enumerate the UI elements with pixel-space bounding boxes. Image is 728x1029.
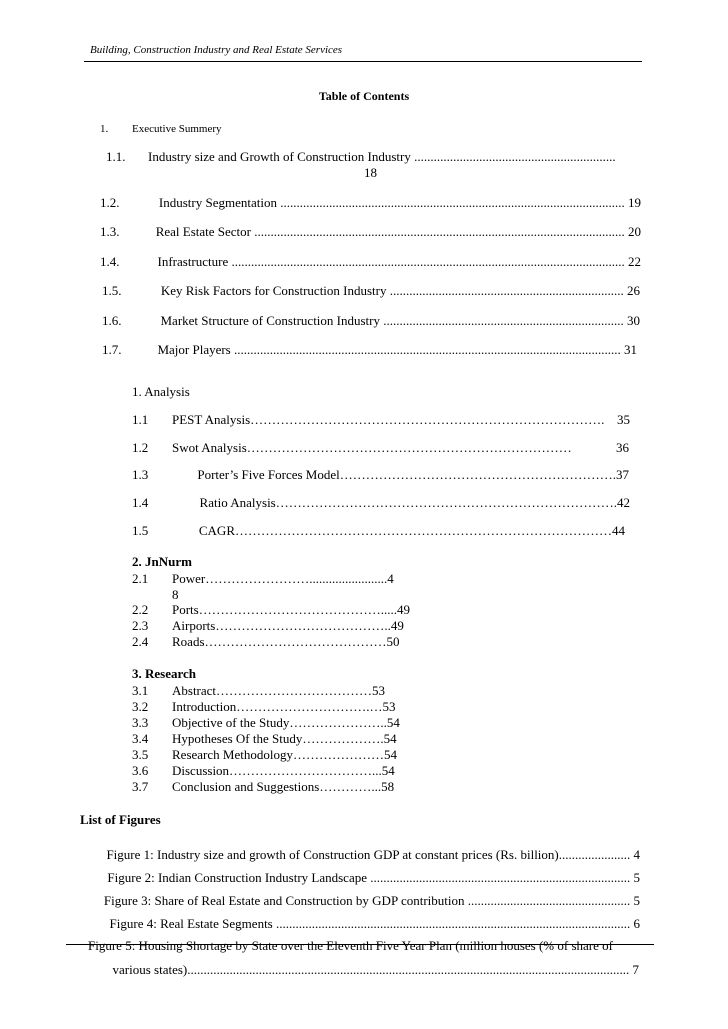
research-link[interactable]: Abstract………………………………53 (172, 683, 386, 698)
research-num: 3.5 (132, 747, 149, 762)
toc-link[interactable]: Real Estate Sector .................................................................................................................. 20 (155, 224, 641, 239)
research-num: 3.2 (132, 699, 149, 714)
toc-num: 1.7. (102, 342, 122, 357)
figure-link[interactable]: Figure 1: Industry size and growth of Construction GDP at constant prices (Rs. billion)...................... 4 (106, 847, 640, 862)
running-header: Building, Construction Industry and Real Estate Services (90, 44, 343, 56)
analysis-num: 1.1 (132, 412, 149, 427)
jnnurm-link[interactable]: Power……………………........................4 (172, 571, 394, 586)
toc-link[interactable]: Market Structure of Construction Industry .......................................................................... 30 (160, 313, 640, 328)
toc-link[interactable]: Infrastructure ......................................................................................................................... 22 (157, 254, 641, 269)
analysis-num: 1.5 (132, 523, 149, 538)
research-link[interactable]: Introduction………………………….…53 (172, 699, 396, 714)
toc-num: 1.1. (106, 149, 126, 164)
research-heading: 3. Research (132, 666, 197, 681)
toc-link[interactable]: Major Players ....................................................................................................................... 31 (157, 342, 637, 357)
figure-link[interactable]: Figure 5: Housing Shortage by State over the Eleventh Five Year Plan (million houses (% of share of (88, 938, 613, 953)
toc-page: 18 (364, 165, 377, 180)
research-link[interactable]: Discussion……………………………...54 (172, 763, 395, 778)
jnnurm-num: 2.1 (132, 571, 149, 586)
header-rule (84, 61, 642, 62)
analysis-link[interactable]: PEST Analysis………………………………………………………………………. (172, 412, 605, 427)
toc-link[interactable]: Industry size and Growth of Construction Industry .............................................................. (148, 149, 616, 164)
toc-num: 1.3. (100, 224, 120, 239)
figure-link[interactable]: Figure 2: Indian Construction Industry Landscape ................................................................................ 5 (107, 870, 640, 885)
analysis-num: 1.2 (132, 440, 149, 455)
strike-rule (66, 944, 654, 945)
analysis-link[interactable]: Ratio Analysis…………………………………………………………………….42 (199, 495, 630, 510)
research-link[interactable]: Research Methodology…………………54 (172, 747, 397, 762)
analysis-link[interactable]: CAGR……………………………………………………………………………44 (198, 523, 625, 538)
section-number: 1. (100, 123, 109, 135)
analysis-page: 36 (616, 440, 629, 455)
research-link[interactable]: Hypotheses Of the Study……………….54 (172, 731, 397, 746)
jnnurm-link[interactable]: Airports…………………………………..49 (172, 618, 404, 633)
jnnurm-link[interactable]: Roads……………………………………50 (172, 634, 400, 649)
analysis-heading: 1. Analysis (132, 384, 190, 399)
toc-link[interactable]: Key Risk Factors for Construction Industry ........................................................................ 26 (160, 283, 640, 298)
jnnurm-heading: 2. JnNurm (132, 554, 192, 569)
toc-num: 1.5. (102, 283, 122, 298)
figure-link[interactable]: Figure 4: Real Estate Segments ............................................................................................................. 6 (109, 916, 640, 931)
toc-num: 1.4. (100, 254, 120, 269)
research-link[interactable]: Objective of the Study…………………..54 (172, 715, 400, 730)
research-num: 3.4 (132, 731, 149, 746)
jnnurm-num: 2.3 (132, 618, 149, 633)
jnnurm-num: 2.4 (132, 634, 149, 649)
page-title: Table of Contents (318, 89, 410, 103)
analysis-num: 1.3 (132, 467, 149, 482)
jnnurm-link[interactable]: Ports…………………………………….....49 (172, 602, 410, 617)
toc-num: 1.6. (102, 313, 122, 328)
analysis-page: 35 (617, 412, 630, 427)
figures-heading: List of Figures (80, 812, 161, 827)
research-num: 3.7 (132, 779, 149, 794)
research-link[interactable]: Conclusion and Suggestions…………...58 (172, 779, 395, 794)
toc-num: 1.2. (100, 195, 120, 210)
figure-link[interactable]: Figure 3: Share of Real Estate and Construction by GDP contribution .................................................. 5 (103, 893, 640, 908)
analysis-link[interactable]: Porter’s Five Forces Model……………………………………………………….37 (197, 467, 629, 482)
research-num: 3.1 (132, 683, 149, 698)
research-num: 3.3 (132, 715, 149, 730)
analysis-link[interactable]: Swot Analysis………………………………………………………………… (172, 440, 572, 455)
toc-link[interactable]: Industry Segmentation .......................................................................................................... 19 (158, 195, 641, 210)
research-num: 3.6 (132, 763, 149, 778)
jnnurm-num: 2.2 (132, 602, 149, 617)
section-label: Executive Summery (132, 123, 222, 135)
figure-link-continuation[interactable]: various states)........................................................................................................................................ 7 (112, 962, 639, 977)
jnnurm-page-continuation: 8 (172, 587, 179, 602)
analysis-num: 1.4 (132, 495, 149, 510)
